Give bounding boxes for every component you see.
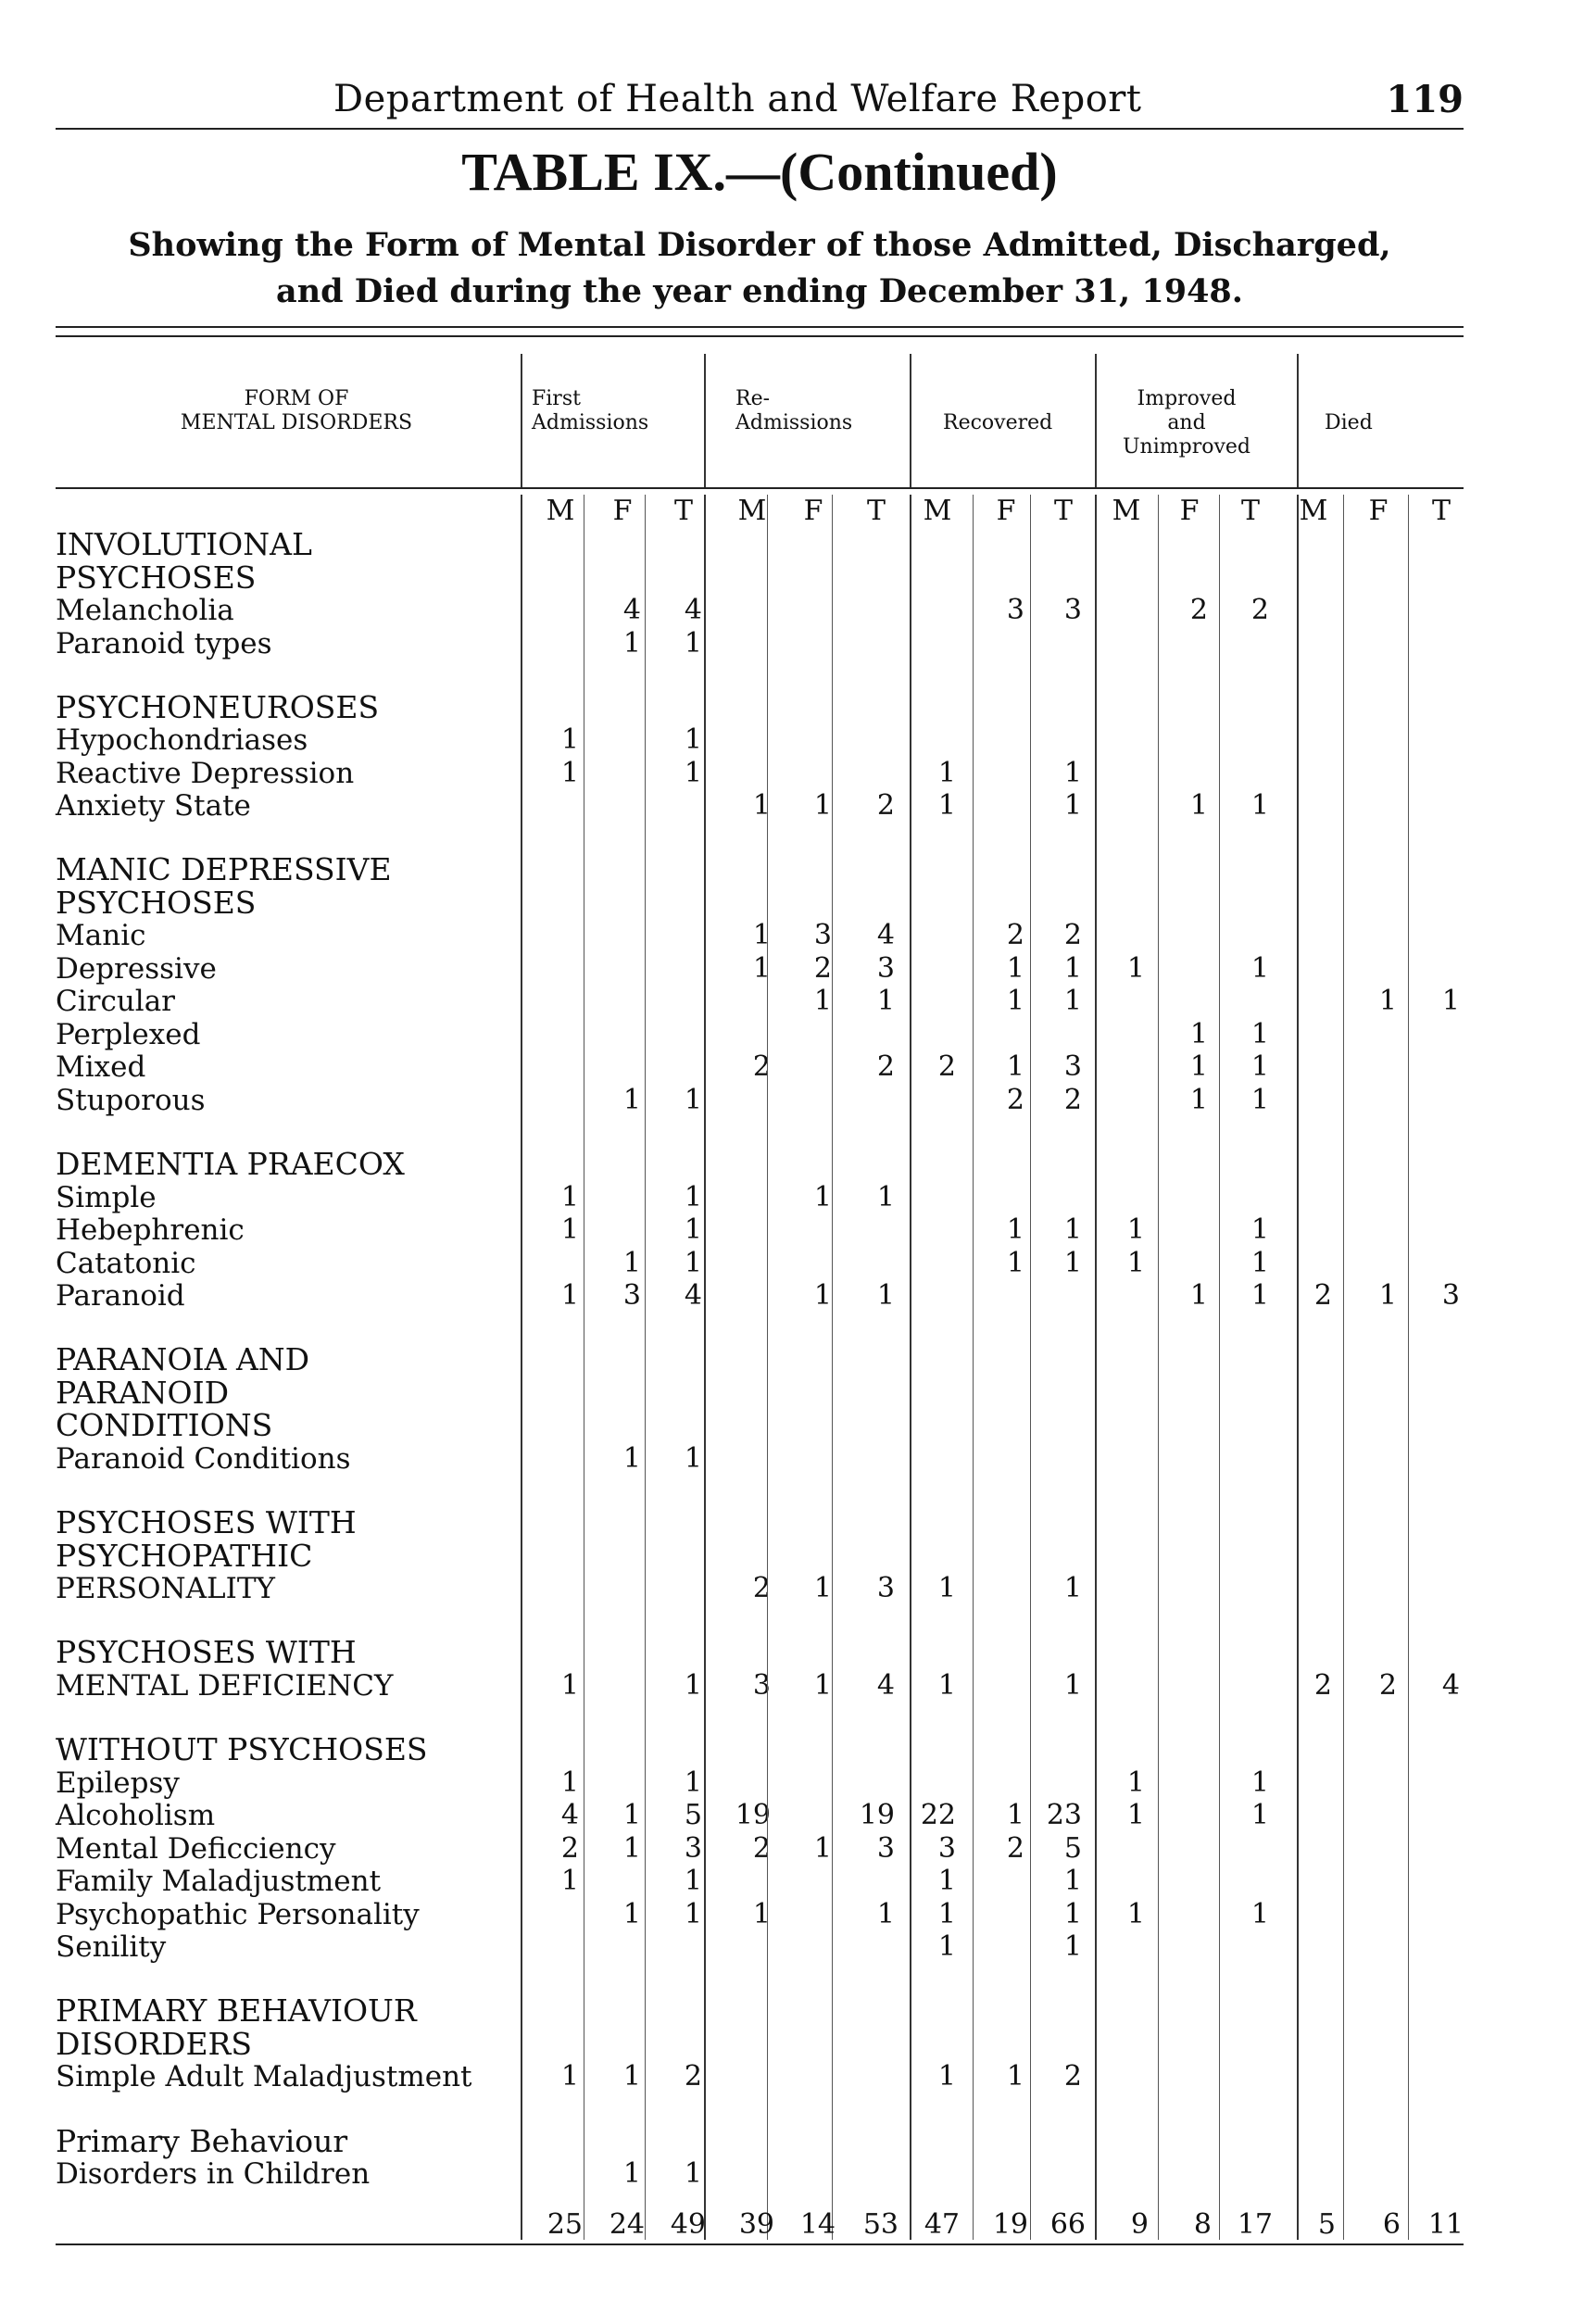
table-cell: 1 — [937, 1897, 956, 1930]
table-cell: 2 — [937, 1050, 956, 1084]
table-cell: 1 — [560, 723, 579, 757]
row-label: Paranoid Conditions — [56, 1441, 351, 1476]
table-cell: 1 — [813, 985, 832, 1018]
row-label: Stuporous — [56, 1083, 206, 1117]
total-cell: 8 — [1193, 2208, 1212, 2241]
column-header-improved-line-1: Improved — [1137, 387, 1237, 410]
table-cell: 3 — [1063, 594, 1082, 626]
table-cell: 4 — [876, 919, 895, 952]
table-cell: 2 — [752, 1572, 771, 1605]
table-cell: 1 — [1250, 789, 1269, 823]
table-cell: 2 — [752, 1050, 771, 1084]
subheader-cell: T — [1431, 495, 1451, 527]
table-cell: 1 — [684, 1766, 702, 1799]
table-cell: 1 — [684, 1246, 702, 1279]
row-label: Hebephrenic — [56, 1213, 245, 1248]
row-label: Psychopathic Personality — [56, 1897, 420, 1931]
subheader-cell: T — [1240, 495, 1260, 527]
column-header-improved-line-2: and — [1167, 411, 1206, 434]
table-cell: 1 — [937, 1865, 956, 1898]
table-cell: 1 — [1063, 985, 1082, 1018]
table-cell: 1 — [1063, 1897, 1082, 1930]
table-cell: 4 — [622, 594, 641, 626]
subcolumn-divider — [1219, 495, 1220, 2240]
column-header-recovered — [943, 411, 1052, 435]
section-heading: INVOLUTIONAL — [56, 526, 312, 562]
table-cell: 3 — [876, 1572, 895, 1605]
total-cell: 11 — [1427, 2208, 1464, 2241]
column-header-first-line-1: First — [532, 387, 581, 410]
table-cell: 4 — [876, 1668, 895, 1702]
total-cell: 25 — [547, 2208, 583, 2241]
section-heading: PSYCHONEUROSES — [56, 688, 380, 725]
table-cell: 1 — [1063, 756, 1082, 789]
subtitle-line-2: and Died during the year ending December 31, 1948. — [276, 272, 1243, 310]
table-cell: 2 — [876, 789, 895, 823]
row-label: Anxiety State — [56, 789, 251, 823]
row-label: Paranoid types — [56, 626, 272, 660]
column-divider — [704, 495, 706, 2240]
table-cell: 1 — [1126, 951, 1145, 985]
table-cell: 1 — [1250, 1050, 1269, 1084]
table-cell: 2 — [813, 951, 832, 985]
table-cell: 1 — [622, 1831, 641, 1865]
column-header-re-line-1: Re- — [735, 387, 771, 410]
subheader-cell: M — [1299, 495, 1328, 527]
table-cell: 1 — [622, 1441, 641, 1475]
section-heading: PSYCHOPATHIC — [56, 1537, 313, 1574]
table-cell: 1 — [1250, 1083, 1269, 1116]
row-label: Melancholia — [56, 594, 234, 627]
row-label: Reactive Depression — [56, 756, 355, 790]
table-cell: 1 — [1378, 1279, 1397, 1313]
row-label: MENTAL DEFICIENCY — [56, 1668, 394, 1703]
row-label: Paranoid — [56, 1279, 185, 1313]
section-heading: PARANOID — [56, 1374, 230, 1411]
subheader-cell: T — [673, 495, 693, 527]
column-header-recovered-label: Recovered — [943, 411, 1053, 434]
column-header-first-admissions — [532, 387, 648, 435]
subheader-cell: F — [1368, 495, 1389, 527]
table-title: TABLE IX.—(Continued) — [461, 142, 1058, 202]
section-heading: PARANOIA AND — [56, 1341, 310, 1378]
column-divider — [1297, 354, 1299, 487]
table-cell: 1 — [1250, 1766, 1269, 1799]
subheader-cell: M — [737, 495, 767, 527]
table-cell: 2 — [1006, 919, 1024, 952]
table-cell: 1 — [876, 1279, 895, 1313]
page-number: 119 — [1386, 78, 1464, 121]
subheader-cell: F — [612, 495, 633, 527]
table-cell: 1 — [937, 789, 956, 823]
column-header-improved-line-3: Unimproved — [1123, 435, 1250, 459]
column-header-improved — [1117, 387, 1256, 459]
subheader-cell: F — [1179, 495, 1200, 527]
divider — [56, 335, 1464, 337]
table-cell: 3 — [1006, 594, 1024, 626]
table-cell: 2 — [1313, 1668, 1332, 1702]
table-cell: 1 — [937, 2060, 956, 2093]
table-cell: 1 — [560, 1766, 579, 1799]
total-cell: 9 — [1130, 2208, 1149, 2241]
table-cell: 1 — [1250, 1897, 1269, 1930]
table-cell: 1 — [937, 1930, 956, 1964]
table-cell: 3 — [622, 1279, 641, 1313]
column-divider — [910, 495, 911, 2240]
row-label: Family Maladjustment — [56, 1865, 382, 1899]
table-cell: 1 — [1006, 1799, 1024, 1832]
table-cell: 5 — [684, 1799, 702, 1832]
table-cell: 1 — [1126, 1897, 1145, 1930]
section-heading: DISORDERS — [56, 2025, 253, 2062]
column-header-re-admissions — [735, 387, 852, 435]
column-header-re-line-2: Admissions — [735, 411, 853, 434]
table-cell: 2 — [876, 1050, 895, 1084]
table-cell: 2 — [1250, 594, 1269, 626]
total-cell: 49 — [670, 2208, 706, 2241]
table-cell: 1 — [622, 1799, 641, 1832]
table-cell: 1 — [752, 919, 771, 952]
table-cell: 1 — [684, 1865, 702, 1898]
table-cell: 1 — [1006, 985, 1024, 1018]
table-cell: 1 — [1006, 2060, 1024, 2093]
column-header-form — [130, 387, 463, 435]
section-heading: DEMENTIA PRAECOX — [56, 1146, 405, 1183]
table-cell: 5 — [1063, 1831, 1082, 1865]
table-cell: 23 — [1046, 1799, 1082, 1832]
table-cell: 2 — [560, 1831, 579, 1865]
running-title: Department of Health and Welfare Report — [333, 78, 1142, 120]
total-cell: 24 — [609, 2208, 645, 2241]
divider — [56, 326, 1464, 328]
table-cell: 1 — [1126, 1213, 1145, 1247]
table-cell: 1 — [560, 1279, 579, 1313]
table-cell: 1 — [1006, 1246, 1024, 1279]
total-cell: 19 — [992, 2208, 1028, 2241]
row-label: Circular — [56, 985, 175, 1019]
table-cell: 1 — [1063, 1246, 1082, 1279]
table-cell: 1 — [1006, 951, 1024, 985]
table-cell: 1 — [937, 1668, 956, 1702]
row-label: Epilepsy — [56, 1766, 180, 1800]
table-cell: 1 — [1189, 1050, 1208, 1084]
row-label: Catatonic — [56, 1246, 196, 1280]
table-cell: 1 — [622, 2060, 641, 2093]
table-subtitle — [56, 222, 1464, 315]
table-cell: 3 — [752, 1668, 771, 1702]
column-divider — [910, 354, 911, 487]
subcolumn-divider — [973, 495, 974, 2240]
table-cell: 1 — [752, 1897, 771, 1930]
table-cell: 3 — [1441, 1279, 1460, 1313]
table-cell: 1 — [752, 789, 771, 823]
row-label: Simple Adult Maladjustment — [56, 2060, 472, 2094]
subheader-cell: F — [803, 495, 823, 527]
column-header-died-label: Died — [1325, 411, 1373, 434]
table-cell: 1 — [876, 1897, 895, 1930]
table-cell: 1 — [1189, 789, 1208, 823]
subcolumn-divider — [1158, 495, 1159, 2240]
row-label: Hypochondriases — [56, 723, 308, 758]
total-cell: 17 — [1237, 2208, 1273, 2241]
table-cell: 1 — [1441, 985, 1460, 1018]
subheader-cell: M — [1112, 495, 1141, 527]
table-cell: 2 — [1063, 2060, 1082, 2093]
table-cell: 1 — [813, 1180, 832, 1213]
table-cell: 1 — [684, 1213, 702, 1247]
table-cell: 1 — [684, 723, 702, 757]
running-header — [56, 72, 1464, 130]
bottom-rule — [56, 2243, 1464, 2245]
table-cell: 1 — [1063, 1572, 1082, 1605]
section-heading: CONDITIONS — [56, 1407, 273, 1444]
table-cell: 2 — [1313, 1279, 1332, 1313]
table-cell: 1 — [622, 1897, 641, 1930]
subcolumn-divider — [1343, 495, 1344, 2240]
column-divider — [521, 495, 522, 2240]
row-label: Manic — [56, 919, 146, 953]
table-cell: 19 — [735, 1799, 771, 1832]
table-cell: 1 — [752, 951, 771, 985]
table-cell: 1 — [684, 1180, 702, 1213]
section-heading: MANIC DEPRESSIVE — [56, 851, 392, 888]
section-heading: PSYCHOSES WITH — [56, 1504, 357, 1541]
table-cell: 1 — [684, 1668, 702, 1702]
table-cell: 2 — [1063, 1083, 1082, 1116]
subcolumn-divider — [645, 495, 646, 2240]
table-cell: 3 — [813, 919, 832, 952]
column-divider — [704, 354, 706, 487]
total-cell: 53 — [862, 2208, 899, 2241]
row-label: PERSONALITY — [56, 1572, 275, 1606]
table-cell: 1 — [1189, 1279, 1208, 1313]
section-heading: Primary Behaviour — [56, 2122, 348, 2159]
table-cell: 3 — [876, 951, 895, 985]
row-label: Alcoholism — [56, 1799, 216, 1833]
row-label: Depressive — [56, 951, 217, 986]
table-cell: 1 — [560, 756, 579, 789]
table-cell: 1 — [1189, 1083, 1208, 1116]
subcolumn-divider — [767, 495, 768, 2240]
total-cell: 5 — [1317, 2208, 1336, 2241]
table-cell: 1 — [813, 1668, 832, 1702]
subcolumn-divider — [832, 495, 833, 2240]
table-cell: 1 — [937, 1572, 956, 1605]
total-cell: 39 — [738, 2208, 774, 2241]
table-cell: 2 — [684, 2060, 702, 2093]
subcolumn-divider — [1408, 495, 1409, 2240]
row-label: Mental Deficciency — [56, 1831, 336, 1866]
table-cell: 1 — [622, 2157, 641, 2191]
subheader-cell: M — [546, 495, 575, 527]
table-cell: 1 — [622, 1083, 641, 1116]
table-cell: 1 — [684, 1441, 702, 1475]
section-heading: PSYCHOSES — [56, 559, 257, 596]
table-cell: 1 — [813, 1279, 832, 1313]
table-cell: 1 — [684, 2157, 702, 2191]
table-cell: 1 — [1250, 1213, 1269, 1247]
table-cell: 1 — [560, 1668, 579, 1702]
column-header-form-line-2: MENTAL DISORDERS — [180, 411, 413, 434]
table-cell: 1 — [684, 756, 702, 789]
subheader-cell: M — [923, 495, 952, 527]
table-cell: 1 — [560, 2060, 579, 2093]
section-heading: PRIMARY BEHAVIOUR — [56, 1992, 417, 2030]
column-divider — [1095, 354, 1097, 487]
subheader-cell: F — [996, 495, 1016, 527]
table-cell: 1 — [1006, 1213, 1024, 1247]
table-cell: 1 — [1126, 1246, 1145, 1279]
table-cell: 1 — [1250, 951, 1269, 985]
table-cell: 2 — [752, 1831, 771, 1865]
table-cell: 1 — [1189, 1017, 1208, 1050]
table-cell: 2 — [1378, 1668, 1397, 1702]
table-cell: 1 — [1126, 1766, 1145, 1799]
table-cell: 3 — [937, 1831, 956, 1865]
table-cell: 19 — [859, 1799, 895, 1832]
total-cell: 47 — [924, 2208, 960, 2241]
table-cell: 1 — [684, 1083, 702, 1116]
table-cell: 1 — [813, 789, 832, 823]
table-cell: 4 — [1441, 1668, 1460, 1702]
column-header-first-line-2: Admissions — [532, 411, 649, 434]
subcolumn-divider — [1030, 495, 1031, 2240]
row-label: Mixed — [56, 1050, 146, 1085]
table-cell: 3 — [876, 1831, 895, 1865]
section-heading: PSYCHOSES — [56, 884, 257, 921]
table-cell: 4 — [684, 594, 702, 626]
column-divider — [1297, 495, 1299, 2240]
row-label: Perplexed — [56, 1017, 201, 1051]
table-cell: 1 — [560, 1865, 579, 1898]
table-cell: 1 — [1250, 1246, 1269, 1279]
divider — [56, 487, 1464, 489]
table-cell: 2 — [1063, 919, 1082, 952]
table-cell: 1 — [937, 756, 956, 789]
table-cell: 1 — [1063, 1213, 1082, 1247]
table-cell: 1 — [1126, 1799, 1145, 1832]
column-header-form-line-1: FORM OF — [244, 387, 349, 410]
table-cell: 1 — [813, 1831, 832, 1865]
table-cell: 4 — [560, 1799, 579, 1832]
table-cell: 22 — [920, 1799, 956, 1832]
row-label: Simple — [56, 1180, 157, 1214]
table-cell: 1 — [1006, 1050, 1024, 1084]
table-cell: 1 — [684, 626, 702, 660]
table-cell: 3 — [1063, 1050, 1082, 1084]
section-heading: PSYCHOSES WITH — [56, 1634, 357, 1671]
table-cell: 1 — [560, 1180, 579, 1213]
column-header-died — [1325, 411, 1373, 435]
subheader-cell: T — [866, 495, 886, 527]
table-cell: 1 — [1063, 789, 1082, 823]
table-cell: 2 — [1006, 1831, 1024, 1865]
table-cell: 4 — [684, 1279, 702, 1313]
table-cell: 1 — [622, 1246, 641, 1279]
total-cell: 66 — [1049, 2208, 1086, 2241]
table-cell: 1 — [813, 1572, 832, 1605]
table-cell: 1 — [1063, 951, 1082, 985]
total-cell: 14 — [799, 2208, 836, 2241]
table-cell: 1 — [1250, 1017, 1269, 1050]
row-label: Disorders in Children — [56, 2157, 371, 2192]
table-cell: 1 — [876, 985, 895, 1018]
table-cell: 2 — [1006, 1083, 1024, 1116]
table-cell: 1 — [1378, 985, 1397, 1018]
table-cell: 1 — [1250, 1799, 1269, 1832]
table-cell: 1 — [560, 1213, 579, 1247]
table-cell: 1 — [684, 1897, 702, 1930]
column-divider — [521, 354, 522, 487]
subtitle-line-1: Showing the Form of Mental Disorder of those Admitted, Discharged, — [128, 226, 1391, 264]
row-label: Senility — [56, 1930, 167, 1965]
table-cell: 1 — [1063, 1930, 1082, 1964]
total-cell: 6 — [1382, 2208, 1401, 2241]
table-cell: 1 — [1063, 1865, 1082, 1898]
table-cell: 1 — [876, 1180, 895, 1213]
table-cell: 1 — [1250, 1279, 1269, 1313]
table-cell: 2 — [1189, 594, 1208, 626]
table-cell: 3 — [684, 1831, 702, 1865]
section-heading: WITHOUT PSYCHOSES — [56, 1731, 428, 1768]
column-divider — [1095, 495, 1097, 2240]
table-cell: 1 — [622, 626, 641, 660]
subheader-cell: T — [1053, 495, 1073, 527]
table-cell: 1 — [1063, 1668, 1082, 1702]
